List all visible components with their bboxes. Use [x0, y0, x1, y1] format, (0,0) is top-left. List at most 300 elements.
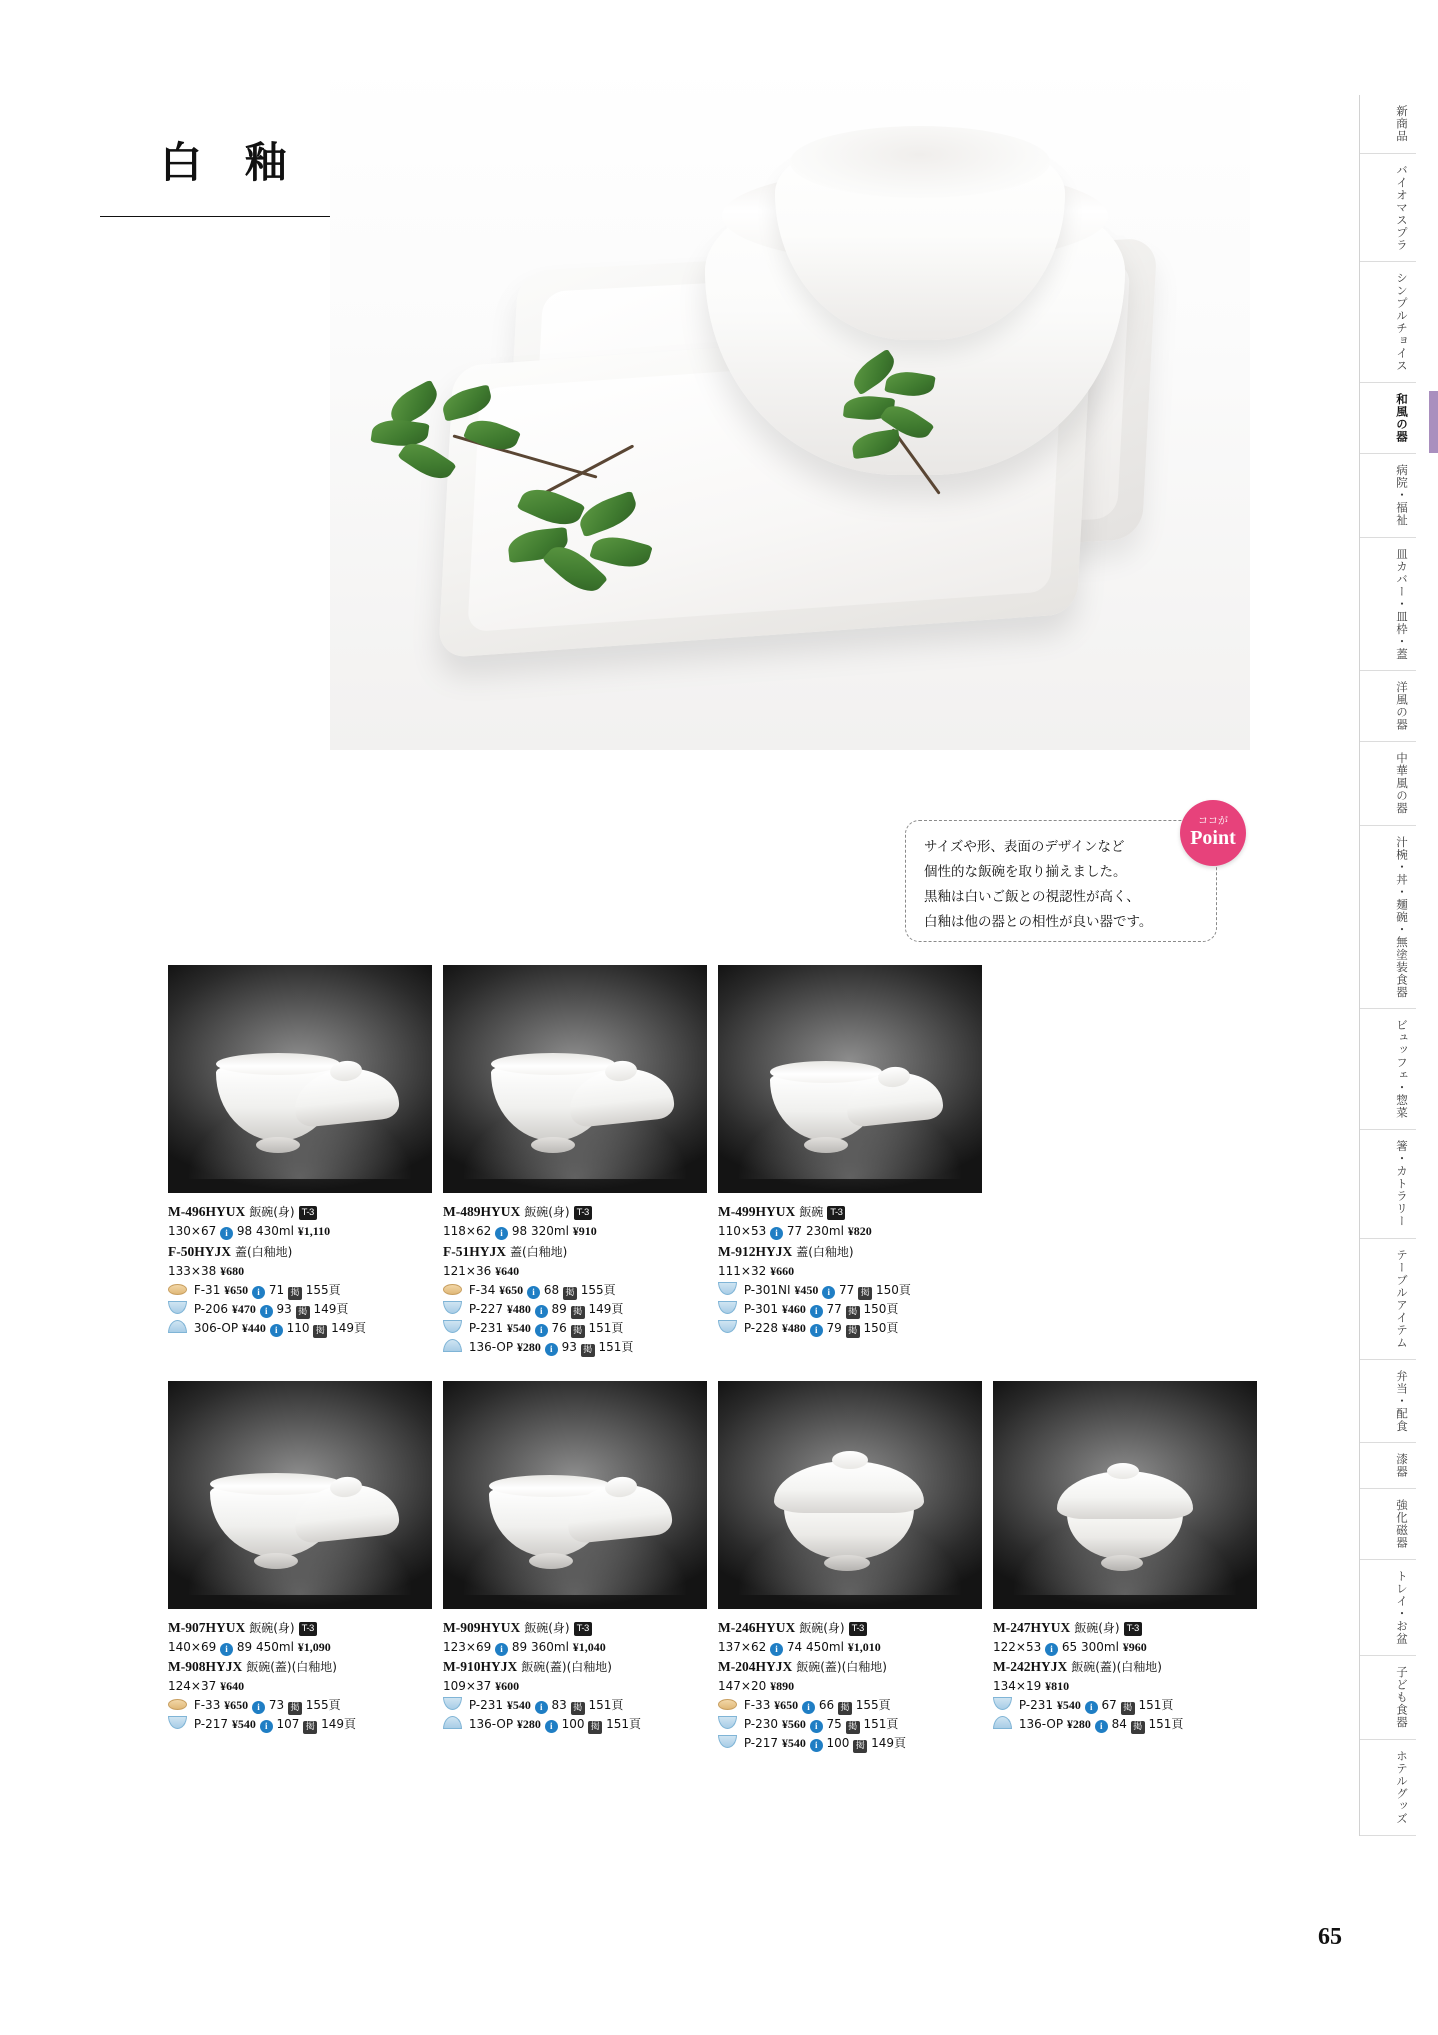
related-price: ¥650 — [774, 1698, 799, 1713]
product-sub-price: ¥640 — [220, 1679, 245, 1694]
related-code: 136-OP — [468, 1339, 514, 1354]
lid-shape-icon — [443, 1339, 462, 1352]
related-info-number: 100 — [826, 1736, 850, 1751]
bowl-shape-icon — [168, 1716, 187, 1729]
related-price: ¥440 — [241, 1320, 266, 1335]
related-code: P-206 — [193, 1301, 229, 1316]
info-icon: i — [220, 1643, 233, 1656]
side-tab-hospital-welfare[interactable]: 病院・福祉 — [1360, 454, 1416, 538]
product-row — [168, 965, 1268, 1357]
related-page: 151頁 — [1138, 1698, 1174, 1713]
side-tab-simple-choice[interactable]: シンプルチョイス — [1360, 262, 1416, 383]
plate-shape-icon — [168, 1699, 187, 1710]
related-page: 150頁 — [863, 1301, 899, 1316]
related-price: ¥280 — [516, 1717, 541, 1732]
product-capacity: 230ml — [806, 1224, 844, 1239]
product-spec-line — [443, 1222, 710, 1241]
page-ref-icon: 掲 — [846, 1325, 860, 1338]
info-icon: i — [770, 1643, 783, 1656]
related-price: ¥540 — [506, 1698, 531, 1713]
product-spec-line — [443, 1638, 710, 1657]
product-photo — [443, 1381, 707, 1609]
product-sub-size: 121×36 — [443, 1263, 492, 1278]
product-photo — [168, 965, 432, 1193]
product-sub-size: 134×19 — [993, 1679, 1042, 1694]
related-info-number: 83 — [551, 1698, 567, 1713]
page-ref-icon: 掲 — [288, 1287, 302, 1300]
bowl-foot — [824, 1555, 870, 1571]
product-capacity: 450ml — [256, 1639, 294, 1654]
related-item[interactable] — [168, 1319, 435, 1338]
product-sub-code: M-910HYJX — [443, 1659, 518, 1675]
product-code: M-909HYUX — [443, 1619, 521, 1635]
page-ref-icon: 掲 — [846, 1306, 860, 1319]
point-callout — [905, 820, 1217, 942]
product-row — [168, 1381, 1268, 1754]
side-tab-hotel-goods[interactable]: ホテルグッズ — [1360, 1740, 1416, 1836]
related-item[interactable] — [718, 1319, 985, 1338]
product-sub-name: 飯碗(蓋)(白釉地) — [521, 1660, 612, 1675]
product-name: 飯碗(身) — [799, 1620, 845, 1635]
side-tab-new-products[interactable]: 新商品 — [1360, 95, 1416, 154]
side-tab-reinforced-porcelain[interactable]: 強化磁器 — [1360, 1489, 1416, 1560]
related-page: 149頁 — [588, 1301, 624, 1316]
product-cell — [168, 965, 443, 1357]
side-tab-trays[interactable]: トレイ・お盆 — [1360, 1560, 1416, 1656]
product-sub-line — [718, 1241, 985, 1262]
info-icon: i — [270, 1324, 283, 1337]
related-code: 136-OP — [468, 1717, 514, 1732]
info-icon: i — [1095, 1720, 1108, 1733]
related-item[interactable] — [443, 1300, 710, 1319]
info-icon: i — [252, 1701, 265, 1714]
product-sub-price: ¥890 — [770, 1679, 795, 1694]
related-page: 149頁 — [871, 1736, 906, 1751]
product-main-line — [718, 1617, 985, 1638]
side-tab-western-ware[interactable]: 洋風の器 — [1360, 671, 1416, 742]
page-title: 白 釉 — [160, 138, 301, 187]
related-page: 149頁 — [321, 1717, 356, 1732]
side-tab-kids-tableware[interactable]: 子ども食器 — [1360, 1656, 1416, 1740]
bowl-shape-icon — [993, 1697, 1012, 1710]
product-price: ¥1,110 — [297, 1224, 331, 1239]
related-price: ¥480 — [506, 1301, 531, 1316]
related-info-number: 77 — [826, 1301, 842, 1316]
product-sub-line — [443, 1656, 710, 1677]
product-sub-size: 111×32 — [718, 1263, 767, 1278]
info-icon: i — [810, 1324, 823, 1337]
product-spec-line — [718, 1638, 985, 1657]
product-name: 飯碗(身) — [524, 1620, 570, 1635]
related-item[interactable] — [718, 1281, 985, 1300]
page-ref-icon: 掲 — [588, 1721, 602, 1734]
related-page: 151頁 — [588, 1698, 624, 1713]
section-tab-rail — [1359, 95, 1416, 1836]
product-capacity: 300ml — [1081, 1639, 1119, 1654]
product-price: ¥1,090 — [297, 1639, 331, 1654]
product-name: 飯碗 — [799, 1205, 824, 1219]
bowl-shape-icon — [443, 1697, 462, 1710]
related-page: 150頁 — [863, 1320, 899, 1335]
info-icon: i — [495, 1227, 508, 1240]
product-info — [443, 1609, 710, 1735]
related-price: ¥460 — [781, 1301, 806, 1316]
product-info — [168, 1609, 435, 1735]
page-ref-icon: 掲 — [858, 1287, 872, 1300]
tag-t3: T-3 — [827, 1206, 845, 1220]
product-sub-name: 蓋(白釉地) — [234, 1244, 293, 1259]
related-price: ¥540 — [781, 1736, 806, 1751]
side-tab-bento-catering[interactable]: 弁当・配食 — [1360, 1360, 1416, 1444]
product-code: M-496HYUX — [168, 1204, 246, 1219]
info-icon: i — [527, 1286, 540, 1299]
page-ref-icon: 掲 — [571, 1306, 585, 1319]
product-sub-price: ¥640 — [495, 1263, 520, 1278]
product-info — [443, 1193, 710, 1357]
related-item[interactable] — [168, 1715, 435, 1734]
related-page: 151頁 — [863, 1717, 899, 1732]
product-info-number: 98 — [511, 1224, 528, 1239]
info-icon: i — [545, 1343, 558, 1356]
product-name: 飯碗(身) — [524, 1205, 570, 1219]
bowl-shape-icon — [718, 1282, 737, 1295]
product-code: M-907HYUX — [168, 1619, 246, 1635]
related-price: ¥480 — [781, 1320, 806, 1335]
product-price: ¥910 — [572, 1224, 597, 1239]
product-price: ¥1,010 — [847, 1639, 881, 1654]
product-sub-name: 飯碗(蓋)(白釉地) — [1071, 1660, 1162, 1675]
product-name: 飯碗(身) — [249, 1205, 295, 1219]
info-icon: i — [1045, 1643, 1058, 1656]
product-photo — [168, 1381, 432, 1609]
product-photo — [718, 1381, 982, 1609]
info-icon: i — [770, 1227, 783, 1240]
product-sub-code: M-242HYJX — [993, 1659, 1068, 1675]
page-ref-icon: 掲 — [1131, 1721, 1145, 1734]
product-size: 122×53 — [993, 1639, 1042, 1654]
bowl-shape-icon — [718, 1735, 737, 1748]
related-info-number: 76 — [551, 1320, 567, 1335]
product-sub-code: M-204HYJX — [718, 1659, 793, 1675]
product-spec-line — [993, 1638, 1260, 1657]
related-item[interactable] — [443, 1696, 710, 1715]
product-price: ¥820 — [847, 1224, 872, 1239]
tag-t3: T-3 — [574, 1622, 592, 1636]
product-photo — [443, 965, 707, 1193]
bowl-shape-icon — [718, 1301, 737, 1314]
related-price: ¥470 — [231, 1301, 256, 1316]
product-sub-name: 飯碗(蓋)(白釉地) — [796, 1660, 887, 1675]
info-icon: i — [495, 1643, 508, 1656]
lid-shape-icon — [443, 1716, 462, 1729]
product-info-number: 65 — [1061, 1639, 1078, 1654]
related-info-number: 100 — [561, 1717, 585, 1732]
related-item[interactable] — [718, 1715, 985, 1734]
point-line: 個性的な飯碗を取り揃えました。 — [924, 863, 1127, 880]
related-code: P-228 — [743, 1320, 779, 1335]
related-code: 306-OP — [193, 1320, 239, 1335]
related-info-number: 107 — [276, 1717, 300, 1732]
bowl-foot — [531, 1137, 575, 1153]
related-item[interactable] — [718, 1696, 985, 1715]
product-sub-spec-line — [443, 1262, 710, 1281]
product-cell — [718, 965, 993, 1357]
point-line: 白釉は他の器との相性が良い器です。 — [924, 913, 1153, 930]
product-sub-line — [718, 1656, 985, 1677]
product-name: 飯碗(身) — [1074, 1620, 1120, 1635]
bowl-shape-icon — [718, 1716, 737, 1729]
product-info-number: 89 — [236, 1639, 253, 1654]
point-line: サイズや形、表面のデザインなど — [924, 839, 1125, 855]
product-main-line — [168, 1201, 435, 1222]
related-page: 155頁 — [855, 1698, 891, 1713]
product-main-line — [443, 1617, 710, 1638]
page-ref-icon: 掲 — [296, 1306, 310, 1319]
product-code: M-246HYUX — [718, 1619, 796, 1635]
related-price: ¥650 — [224, 1282, 249, 1297]
point-line: 黒釉は白いご飯との視認性が高く、 — [924, 888, 1140, 905]
tag-t3: T-3 — [1124, 1622, 1142, 1636]
product-info — [718, 1609, 985, 1754]
bowl-shape-icon — [443, 1320, 462, 1333]
related-info-number: 93 — [276, 1301, 292, 1316]
related-price: ¥450 — [794, 1282, 819, 1297]
lid-shape-icon — [168, 1320, 187, 1333]
related-item[interactable] — [718, 1734, 985, 1753]
product-photo — [993, 1381, 1257, 1609]
related-code: P-230 — [743, 1717, 779, 1732]
product-sub-line — [443, 1241, 710, 1262]
tag-t3: T-3 — [574, 1206, 592, 1220]
related-item[interactable] — [168, 1281, 435, 1300]
product-sub-code: M-912HYJX — [718, 1243, 793, 1259]
related-item[interactable] — [168, 1696, 435, 1715]
lid-knob — [832, 1451, 868, 1469]
bowl-foot — [529, 1553, 573, 1569]
info-icon: i — [260, 1305, 273, 1318]
product-sub-price: ¥660 — [770, 1263, 795, 1278]
related-code: F-33 — [743, 1698, 771, 1713]
page-ref-icon: 掲 — [571, 1702, 585, 1715]
product-spec-line — [718, 1222, 985, 1241]
product-size: 110×53 — [718, 1224, 767, 1239]
bowl-shape-icon — [718, 1320, 737, 1333]
page-title-block — [100, 130, 330, 217]
related-info-number: 84 — [1111, 1717, 1127, 1732]
product-cell — [993, 1381, 1268, 1754]
bowl-shape-icon — [168, 1301, 187, 1314]
product-main-line — [993, 1617, 1260, 1638]
small-bowl-interior — [790, 126, 1050, 198]
related-item[interactable] — [168, 1300, 435, 1319]
related-code: P-217 — [743, 1736, 779, 1751]
related-price: ¥540 — [231, 1717, 256, 1732]
related-item[interactable] — [993, 1715, 1260, 1734]
product-sub-price: ¥810 — [1045, 1679, 1070, 1694]
info-icon: i — [535, 1324, 548, 1337]
product-sub-price: ¥600 — [495, 1679, 520, 1694]
product-grid — [168, 965, 1268, 1753]
bowl-foot — [804, 1137, 848, 1153]
product-cell-empty — [993, 965, 1268, 1357]
page-ref-icon: 掲 — [581, 1344, 595, 1357]
bowl-rim — [216, 1053, 340, 1075]
product-info-number: 98 — [236, 1224, 253, 1239]
product-sub-name: 蓋(白釉地) — [796, 1244, 854, 1259]
bowl-foot — [254, 1553, 298, 1569]
product-cell — [443, 1381, 718, 1754]
side-tab-table-items[interactable]: テーブルアイテム — [1360, 1239, 1416, 1360]
product-sub-size: 133×38 — [168, 1263, 217, 1278]
related-code: 136-OP — [1018, 1717, 1064, 1732]
side-tab-lacquerware[interactable]: 漆器 — [1360, 1443, 1416, 1489]
product-sub-size: 147×20 — [718, 1679, 767, 1694]
product-main-line — [168, 1617, 435, 1638]
page-ref-icon: 掲 — [288, 1702, 302, 1715]
related-page: 151頁 — [588, 1320, 624, 1335]
side-tab-buffet-deli[interactable]: ビュッフェ・惣菜 — [1360, 1009, 1416, 1130]
related-code: P-227 — [468, 1301, 504, 1316]
related-info-number: 77 — [839, 1282, 855, 1297]
side-tab-chopsticks-cutlery[interactable]: 箸・カトラリー — [1360, 1130, 1416, 1239]
plate-shape-icon — [718, 1699, 737, 1710]
related-page: 149頁 — [313, 1301, 349, 1316]
related-info-number: 79 — [826, 1320, 842, 1335]
product-info-number: 89 — [511, 1639, 528, 1654]
related-item[interactable] — [443, 1715, 710, 1734]
related-code: P-231 — [468, 1698, 504, 1713]
product-sub-price: ¥680 — [220, 1263, 245, 1278]
product-price: ¥1,040 — [572, 1639, 606, 1654]
side-tab-plate-covers[interactable]: 皿カバー・皿枠・蓋 — [1360, 538, 1416, 672]
related-item[interactable] — [443, 1281, 710, 1300]
related-price: ¥540 — [506, 1320, 531, 1335]
info-icon: i — [1085, 1701, 1098, 1714]
product-sub-spec-line — [993, 1677, 1260, 1696]
product-size: 140×69 — [168, 1639, 217, 1654]
product-capacity: 450ml — [806, 1639, 844, 1654]
tag-t3: T-3 — [299, 1622, 317, 1636]
point-callout-text — [924, 835, 1199, 935]
related-item[interactable] — [443, 1319, 710, 1338]
product-sub-name: 飯碗(蓋)(白釉地) — [246, 1660, 337, 1675]
related-price: ¥280 — [516, 1339, 541, 1354]
product-sub-size: 109×37 — [443, 1679, 492, 1694]
related-page: 151頁 — [1148, 1717, 1184, 1732]
related-page: 151頁 — [606, 1717, 642, 1732]
related-code: F-33 — [193, 1698, 221, 1713]
page-ref-icon: 掲 — [313, 1325, 327, 1338]
side-tab-biomass-plastic[interactable]: バイオマスプラ — [1360, 154, 1416, 263]
product-main-line — [443, 1201, 710, 1222]
info-icon: i — [220, 1227, 233, 1240]
page-ref-icon: 掲 — [853, 1740, 867, 1753]
side-tab-japanese-ware[interactable]: 和風の器 — [1360, 383, 1416, 454]
product-sub-spec-line — [168, 1262, 435, 1281]
related-item[interactable] — [718, 1300, 985, 1319]
related-page: 155頁 — [305, 1698, 341, 1713]
info-icon: i — [545, 1720, 558, 1733]
related-info-number: 66 — [818, 1698, 835, 1713]
product-capacity: 320ml — [531, 1224, 569, 1239]
product-info — [718, 1193, 985, 1338]
related-page: 150頁 — [875, 1282, 911, 1297]
product-capacity: 360ml — [531, 1639, 569, 1654]
product-sub-line — [168, 1241, 435, 1262]
product-info — [993, 1609, 1260, 1735]
info-icon: i — [252, 1286, 265, 1299]
related-info-number: 110 — [286, 1320, 310, 1335]
hero-photo — [330, 60, 1250, 750]
product-spec-line — [168, 1222, 435, 1241]
page-ref-icon: 掲 — [846, 1721, 860, 1734]
product-sub-code: F-51HYJX — [443, 1243, 506, 1259]
related-code: P-217 — [193, 1717, 229, 1732]
product-info-number: 74 — [786, 1639, 803, 1654]
lid-shape-icon — [993, 1716, 1012, 1729]
info-icon: i — [810, 1305, 823, 1318]
info-icon: i — [822, 1286, 835, 1299]
product-sub-name: 蓋(白釉地) — [509, 1244, 568, 1259]
plate-shape-icon — [168, 1284, 187, 1295]
related-page: 155頁 — [580, 1282, 616, 1297]
related-page: 151頁 — [598, 1339, 634, 1354]
info-icon: i — [810, 1739, 823, 1752]
lid-knob — [1107, 1463, 1139, 1479]
product-size: 130×67 — [168, 1224, 217, 1239]
info-icon: i — [535, 1701, 548, 1714]
related-item[interactable] — [993, 1696, 1260, 1715]
product-spec-line — [168, 1638, 435, 1657]
bowl-rim — [770, 1061, 882, 1083]
bowl-foot — [256, 1137, 300, 1153]
tag-t3: T-3 — [849, 1622, 867, 1636]
product-price: ¥960 — [1122, 1639, 1147, 1654]
product-cell — [718, 1381, 993, 1754]
point-badge — [1180, 800, 1246, 866]
related-info-number: 93 — [561, 1339, 577, 1354]
product-size: 123×69 — [443, 1639, 492, 1654]
side-tab-chinese-ware[interactable]: 中華風の器 — [1360, 742, 1416, 826]
related-info-number: 68 — [543, 1282, 560, 1297]
related-price: ¥650 — [224, 1698, 249, 1713]
page-number: 65 — [1318, 1924, 1342, 1950]
side-tab-soup-rice-bowls[interactable]: 汁椀・丼・麺碗・無塗装食器 — [1360, 826, 1416, 1010]
title-divider — [100, 216, 330, 217]
product-sub-size: 124×37 — [168, 1679, 217, 1694]
product-info-number: 77 — [786, 1224, 803, 1239]
related-item[interactable] — [443, 1338, 710, 1357]
product-sub-code: M-908HYJX — [168, 1659, 243, 1675]
related-price: ¥650 — [499, 1282, 524, 1297]
related-page: 155頁 — [305, 1282, 341, 1297]
related-price: ¥280 — [1066, 1717, 1091, 1732]
point-badge-label: Point — [1190, 827, 1236, 849]
bowl-shape-icon — [443, 1301, 462, 1314]
product-photo — [718, 965, 982, 1193]
product-code: M-489HYUX — [443, 1204, 521, 1219]
related-price: ¥560 — [781, 1717, 806, 1732]
product-size: 118×62 — [443, 1224, 492, 1239]
product-cell — [443, 965, 718, 1357]
product-sub-line — [993, 1656, 1260, 1677]
related-code: F-34 — [468, 1282, 496, 1297]
related-info-number: 71 — [268, 1282, 285, 1297]
related-code: P-231 — [468, 1320, 504, 1335]
page-ref-icon: 掲 — [563, 1287, 577, 1300]
product-sub-spec-line — [168, 1677, 435, 1696]
bowl-rim — [491, 1053, 615, 1075]
